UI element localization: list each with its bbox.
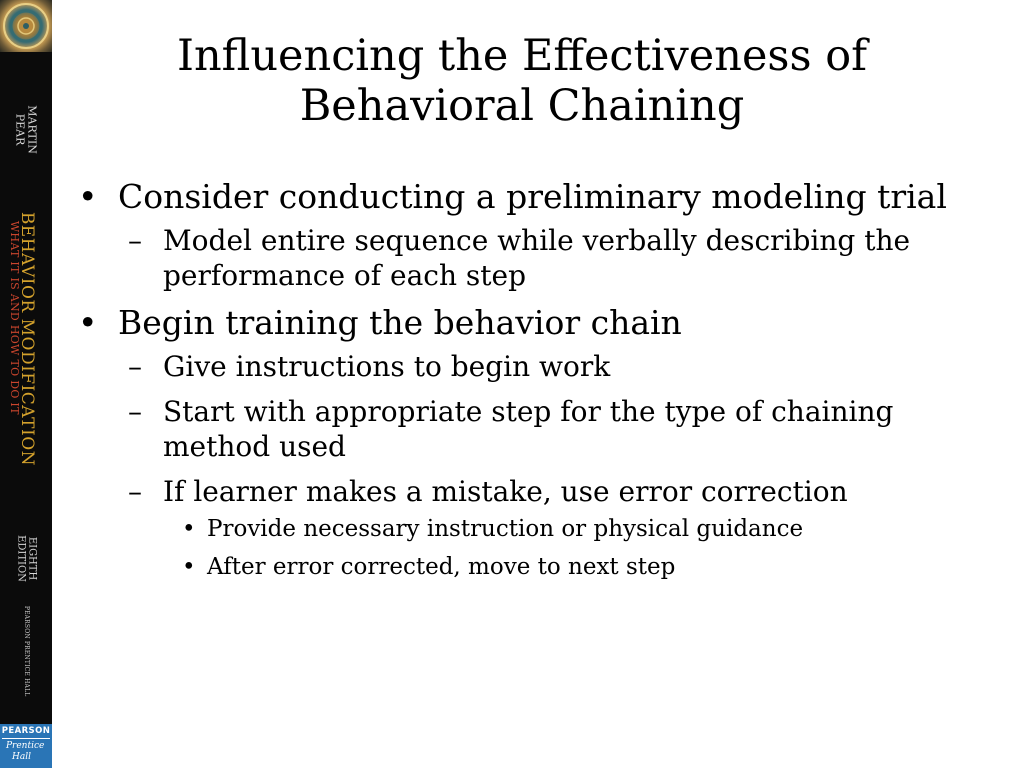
bullet-marker: •: [78, 177, 98, 216]
sub-sub-bullet-item: [78, 511, 978, 547]
dash-marker: –: [128, 224, 142, 257]
spine-edition-line-2: EDITION: [16, 535, 27, 582]
slide-title: [80, 31, 964, 131]
slide-title-line-1: Influencing the Effectiveness of: [177, 31, 867, 81]
sub-bullet-item: [78, 223, 978, 293]
bullet-marker: •: [182, 516, 196, 542]
bullet-marker: •: [182, 554, 196, 580]
slide-title-line-2: Behavioral Chaining: [299, 81, 745, 131]
spine-edition-line-1: EIGHTH: [26, 536, 38, 581]
sub-bullet-text: Start with appropriate step for the type of chaining method used: [163, 395, 894, 463]
cover-art-circle-icon: [0, 0, 52, 52]
publisher-logo-divider: [2, 738, 50, 739]
sub-bullet-text: Give instructions to begin work: [163, 350, 611, 383]
bullet-item: [78, 303, 978, 343]
sub-bullet-item: [78, 394, 978, 464]
sub-bullet-item: [78, 349, 978, 384]
publisher-logo-imprint-1: Prentice: [6, 741, 45, 751]
spine-edition: [16, 535, 37, 582]
bullet-marker: •: [78, 303, 98, 342]
dash-marker: –: [128, 475, 142, 508]
sub-bullet-text: If learner makes a mistake, use error correction: [163, 475, 848, 508]
publisher-logo-imprint-2: Hall: [12, 752, 31, 762]
book-spine: [0, 0, 52, 768]
sub-sub-bullet-item: [78, 549, 978, 585]
publisher-logo: [0, 724, 52, 768]
spine-author-1: MARTIN: [25, 105, 39, 154]
sub-bullet-text: Model entire sequence while verbally describing the performance of each step: [163, 224, 911, 292]
spine-author-2: PEAR: [14, 113, 27, 146]
sub-bullet-item: [78, 474, 978, 509]
slide-body: [78, 177, 978, 587]
spine-book-subtitle: WHAT IT IS AND HOW TO DO IT: [7, 220, 21, 415]
publisher-logo-name: PEARSON: [1, 726, 51, 736]
dash-marker: –: [128, 395, 142, 428]
sub-sub-bullet-text: Provide necessary instruction or physical guidance: [207, 516, 804, 542]
spine-book-title: BEHAVIOR MODIFICATION: [16, 211, 37, 467]
bullet-item: [78, 177, 978, 217]
bullet-text: Consider conducting a preliminary modeling trial: [118, 177, 947, 216]
spine-authors: [14, 105, 37, 154]
sub-sub-bullet-text: After error corrected, move to next step: [207, 554, 676, 580]
dash-marker: –: [128, 350, 142, 383]
bullet-text: Begin training the behavior chain: [118, 303, 682, 342]
spine-publisher-text: PEARSON PRENTICE HALL: [23, 605, 31, 697]
cover-art-image: [0, 0, 52, 52]
